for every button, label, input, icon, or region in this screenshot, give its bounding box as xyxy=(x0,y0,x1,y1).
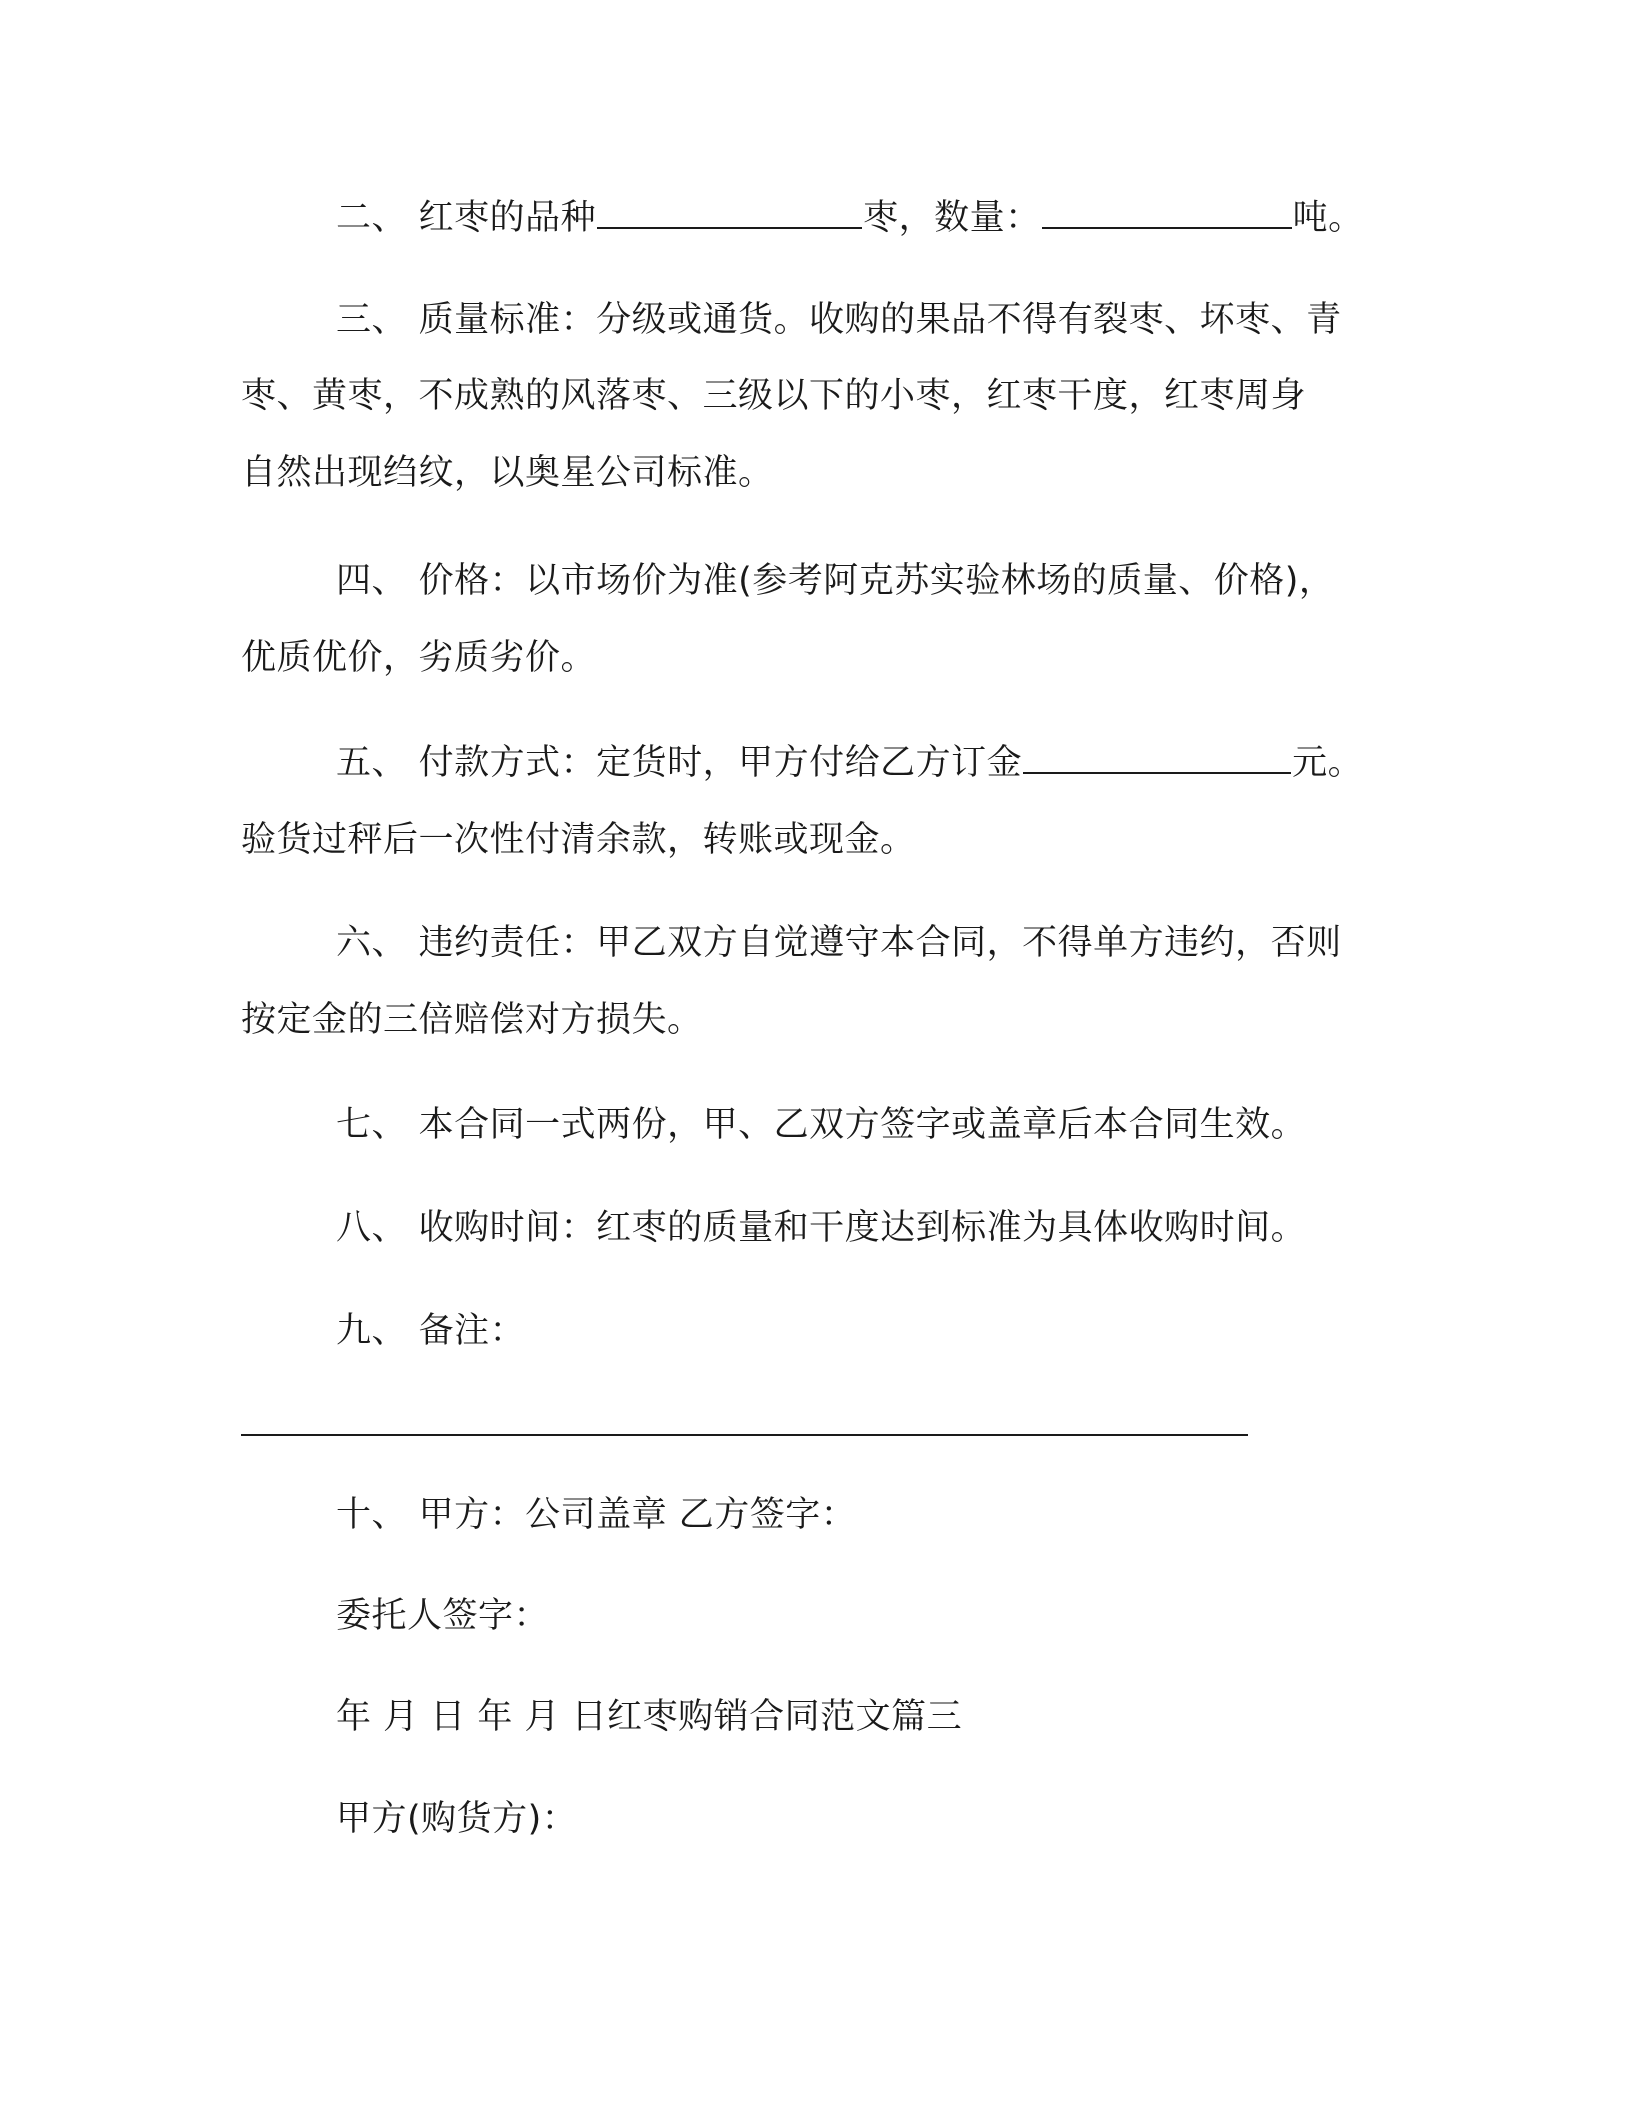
clause-8: 八、 收购时间：红枣的质量和干度达到标准为具体收购时间。 xyxy=(336,1208,1307,1248)
clause-2-text-c: 吨。 xyxy=(1292,198,1364,238)
clause-5-line-1 xyxy=(336,741,1363,785)
date-and-next-title: 年 月 日 年 月 日红枣购销合同范文篇三 xyxy=(336,1697,963,1737)
proxy-signature-label: 委托人签字： xyxy=(336,1596,550,1636)
quantity-blank[interactable] xyxy=(1042,226,1292,229)
clause-5-line-2: 验货过秤后一次性付清余款，转账或现金。 xyxy=(241,820,916,860)
clause-2-text-a: 二、 红枣的品种 xyxy=(336,198,597,238)
clause-3-line-2: 枣、黄枣，不成熟的风落枣、三级以下的小枣，红枣干度，红枣周身 xyxy=(241,376,1307,416)
buyer-label: 甲方(购货方)： xyxy=(336,1799,578,1839)
clause-7: 七、 本合同一式两份，甲、乙双方签字或盖章后本合同生效。 xyxy=(336,1105,1307,1145)
clause-9-remarks-label: 九、 备注： xyxy=(336,1311,526,1351)
clause-4-line-1: 四、 价格：以市场价为准(参考阿克苏实验林场的质量、价格)， xyxy=(336,561,1335,601)
variety-blank[interactable] xyxy=(597,226,862,229)
clause-2-variety-quantity xyxy=(336,196,1364,240)
clause-10-signatures: 十、 甲方：公司盖章 乙方签字： xyxy=(336,1495,857,1535)
clause-5-text-b: 元。 xyxy=(1292,743,1364,783)
clause-5-text-a: 五、 付款方式：定货时，甲方付给乙方订金 xyxy=(336,743,1023,783)
clause-3-line-1: 三、 质量标准：分级或通货。收购的果品不得有裂枣、坏枣、青 xyxy=(336,300,1342,340)
remarks-blank-line[interactable] xyxy=(241,1434,1248,1436)
deposit-blank[interactable] xyxy=(1023,771,1291,774)
clause-2-text-b: 枣，数量： xyxy=(863,198,1041,238)
clause-6-line-1: 六、 违约责任：甲乙双方自觉遵守本合同，不得单方违约，否则 xyxy=(336,923,1342,963)
clause-3-line-3: 自然出现绉纹，以奥星公司标准。 xyxy=(241,453,774,493)
clause-4-line-2: 优质优价，劣质劣价。 xyxy=(241,638,597,678)
clause-6-line-2: 按定金的三倍赔偿对方损失。 xyxy=(241,1000,703,1040)
